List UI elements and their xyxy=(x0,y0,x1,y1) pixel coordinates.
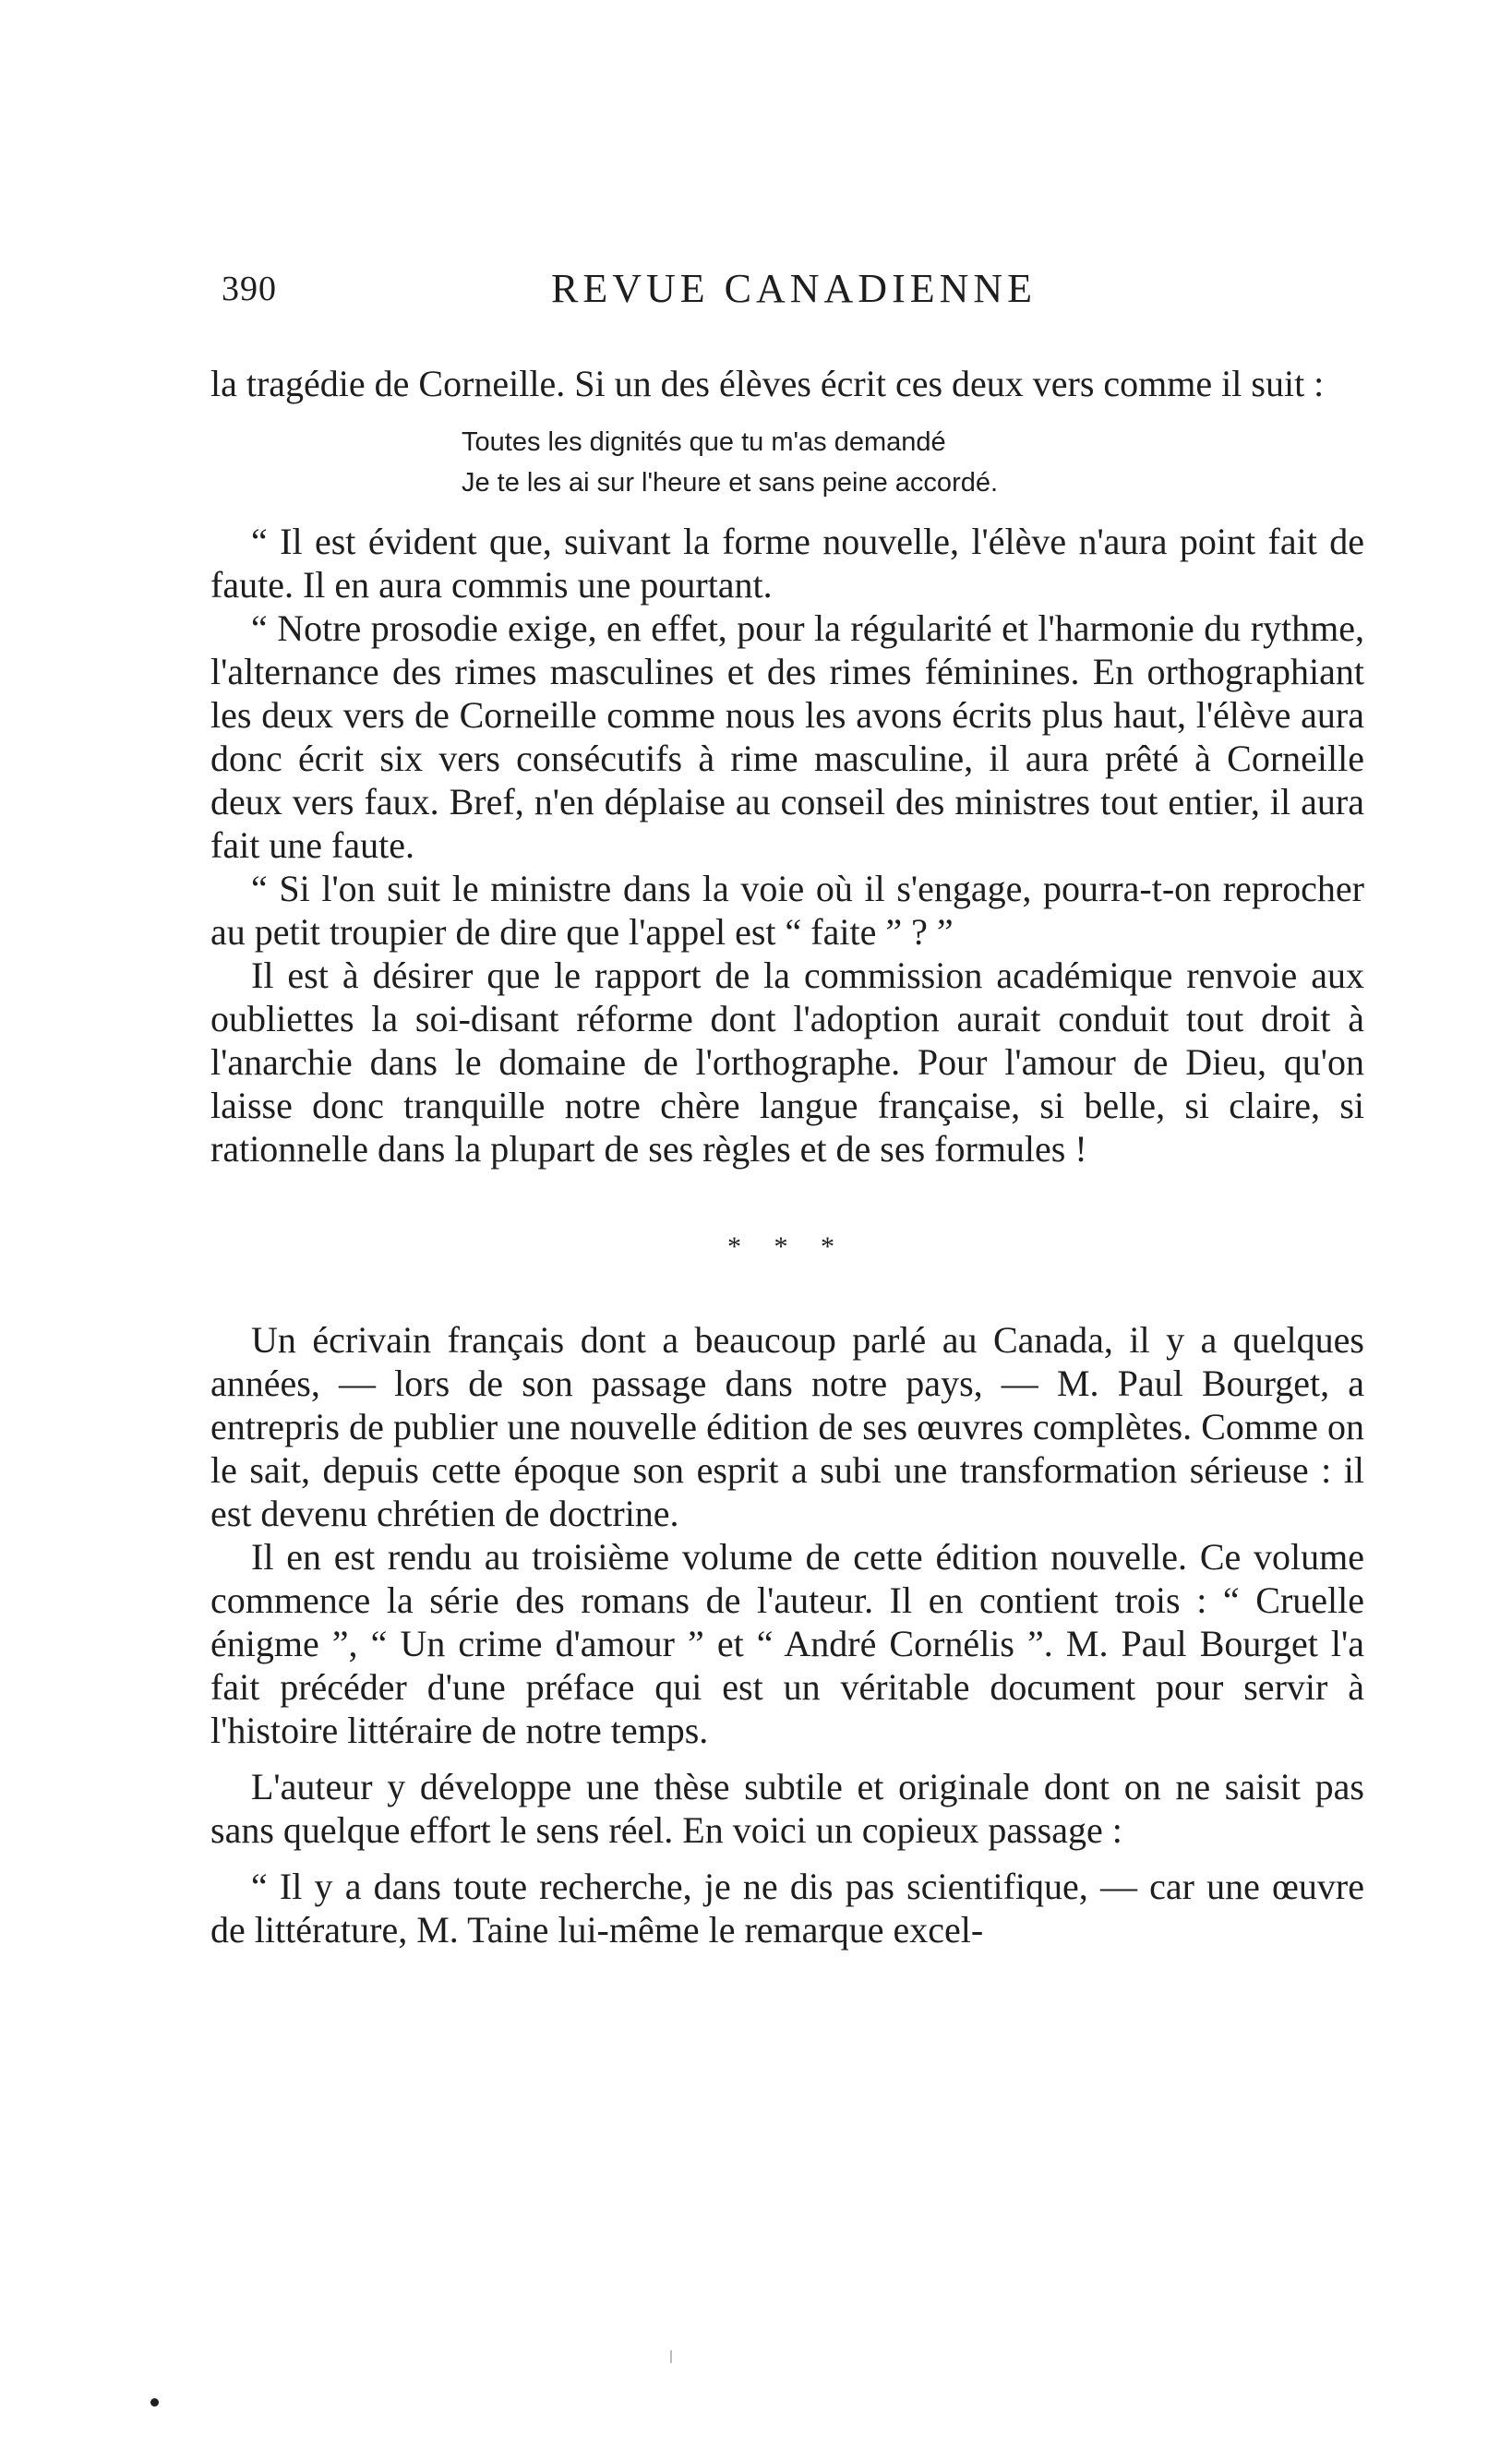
running-title: REVUE CANADIENNE xyxy=(550,266,1038,311)
paragraph-7: Il en est rendu au troisième volume de cette édition nouvelle. Ce volume commence la série des romans de l'auteur. Il en contient trois : “ Cruelle énigme ”, “ Un crime d'amour ” et “ André Cornélis ”. M. Paul Bourget l'a fait précéder d'une préface qui est un véritable document pour servir à l'histoire littéraire de notre temps. xyxy=(210,1536,1364,1751)
paragraph-6: Un écrivain français dont a beaucoup parlé au Canada, il y a quelques années, — lors de son passage dans notre pays, — M. Paul Bourget, a entrepris de publier une nouvelle édition de ses œuvres complètes. Comme on le sait, depuis cette époque son esprit a subi une transformation sérieuse : il est devenu chrétien de doctrine. xyxy=(210,1319,1364,1534)
verse-line-1: Toutes les dignités que tu m'as demandé xyxy=(462,427,946,457)
paragraph-5: Il est à désirer que le rapport de la commission académique renvoie aux oubliettes la soi-disant réforme dont l'adoption aurait conduit tout droit à l'anarchie dans le domaine de l'orthographe. Pour l'amour de Dieu, qu'on laisse donc tranquille notre chère langue française, si belle, si claire, si rationnelle dans la plupart de ses règles et de ses formules ! xyxy=(210,954,1364,1170)
verse-quote xyxy=(462,422,1364,503)
paragraph-1: la tragédie de Corneille. Si un des élèves écrit ces deux vers comme il suit : xyxy=(210,363,1325,404)
print-mark xyxy=(670,2350,672,2363)
page-number: 390 xyxy=(222,270,277,308)
paragraph-4: “ Si l'on suit le ministre dans la voie où il s'engage, pourra-t-on reprocher au petit troupier de dire que l'appel est “ faite ” ? ” xyxy=(210,868,1364,953)
section-separator: * * * xyxy=(727,1231,847,1262)
paragraph-3: “ Notre prosodie exige, en effet, pour la régularité et l'harmonie du rythme, l'alternance des rimes masculines et des rimes féminines. En orthographiant les deux vers de Corneille comme nous les avons écrits plus haut, l'élève aura donc écrit six vers consécutifs à rime masculine, il aura prêté à Corneille deux vers faux. Bref, n'en déplaise au conseil des ministres tout entier, il aura fait une faute. xyxy=(210,607,1364,866)
page-header xyxy=(222,265,1366,320)
paragraph-9: “ Il y a dans toute recherche, je ne dis pas scientifique, — car une œuvre de littérature, M. Taine lui-même le remarque excel- xyxy=(210,1866,1364,1951)
ink-dot xyxy=(150,2398,159,2407)
verse-line-2: Je te les ai sur l'heure et sans peine accordé. xyxy=(462,468,999,498)
page-body xyxy=(210,362,1364,1951)
paragraph-8: L'auteur y développe une thèse subtile et originale dont on ne saisit pas sans quelque effort le sens réel. En voici un copieux passage : xyxy=(210,1766,1364,1851)
paragraph-2: “ Il est évident que, suivant la forme nouvelle, l'élève n'aura point fait de faute. Il en aura commis une pourtant. xyxy=(210,521,1364,606)
